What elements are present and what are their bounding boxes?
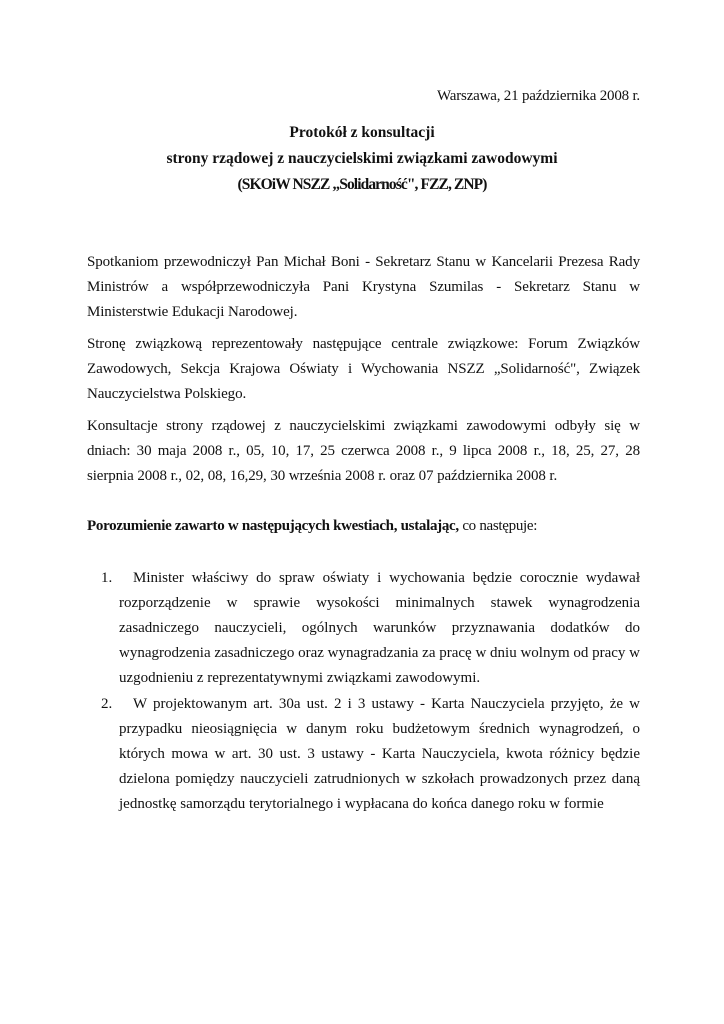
list-item bbox=[87, 692, 640, 817]
title-line-2: strony rządowej z nauczycielskimi związkami zawodowymi bbox=[166, 150, 558, 167]
list-item-text: Minister właściwy do spraw oświaty i wychowania będzie corocznie wydawał rozporządzenie w sprawie wysokości minimalnych stawek wynagrodzenia zasadniczego nauczycieli, ogólnych warunków przyznawania dodatków do wynagrodzenia zasadniczego oraz wynagradzania za pracę w dniu wolnym od pracy w uzgodnieniu z reprezentatywnymi związkami zawodowymi. bbox=[119, 570, 641, 686]
paragraph-chairs: Spotkaniom przewodniczył Pan Michał Boni - Sekretarz Stanu w Kancelarii Prezesa Rady Ministrów a współprzewodniczyła Pani Krystyna Szumilas - Sekretarz Stanu w Ministerstwie Edukacji Narodowej. bbox=[87, 254, 640, 320]
title-line-1: Protokół z konsultacji bbox=[289, 124, 435, 141]
title-line-3: (SKOiW NSZZ „Solidarność", FZZ, ZNP) bbox=[237, 176, 487, 193]
list-item bbox=[87, 566, 640, 691]
document-title bbox=[0, 120, 724, 198]
agreement-intro bbox=[87, 514, 647, 539]
agreement-intro-bold: Porozumienie zawarto w następujących kwestiach, ustalając, bbox=[87, 518, 459, 534]
list-item-number: 2. bbox=[101, 696, 113, 712]
paragraph-consultation-dates: Konsultacje strony rządowej z nauczycielskimi związkami zawodowymi odbyły się w dniach: 30 maja 2008 r., 05, 10, 17, 25 czerwca 2008 r., 9 lipca 2008 r., 18, 25, 27, 28 sierpnia 2008 r., 02, 08, 16,29, 30 września 2008 r. oraz 07 października 2008 r. bbox=[87, 418, 640, 484]
agreement-intro-rest: co następuje: bbox=[458, 518, 538, 534]
list-item-number: 1. bbox=[101, 570, 113, 586]
document-date: Warszawa, 21 października 2008 r. bbox=[437, 88, 640, 104]
list-item-text: W projektowanym art. 30a ust. 2 i 3 ustawy - Karta Nauczyciela przyjęto, że w przypadku nieosiągnięcia w danym roku budżetowym średnich wynagrodzeń, o których mowa w art. 30 ust. 3 ustawy - Karta Nauczyciela, kwota różnicy będzie dzielona pomiędzy nauczycieli zatrudnionych w szkołach prowadzonych przez daną jednostkę samorządu terytorialnego i wypłacana do końca danego roku w formie bbox=[119, 696, 640, 812]
paragraph-union-side: Stronę związkową reprezentowały następujące centrale związkowe: Forum Związków Zawodowych, Sekcja Krajowa Oświaty i Wychowania NSZZ „Solidarność", Związek Nauczycielstwa Polskiego. bbox=[87, 336, 640, 402]
